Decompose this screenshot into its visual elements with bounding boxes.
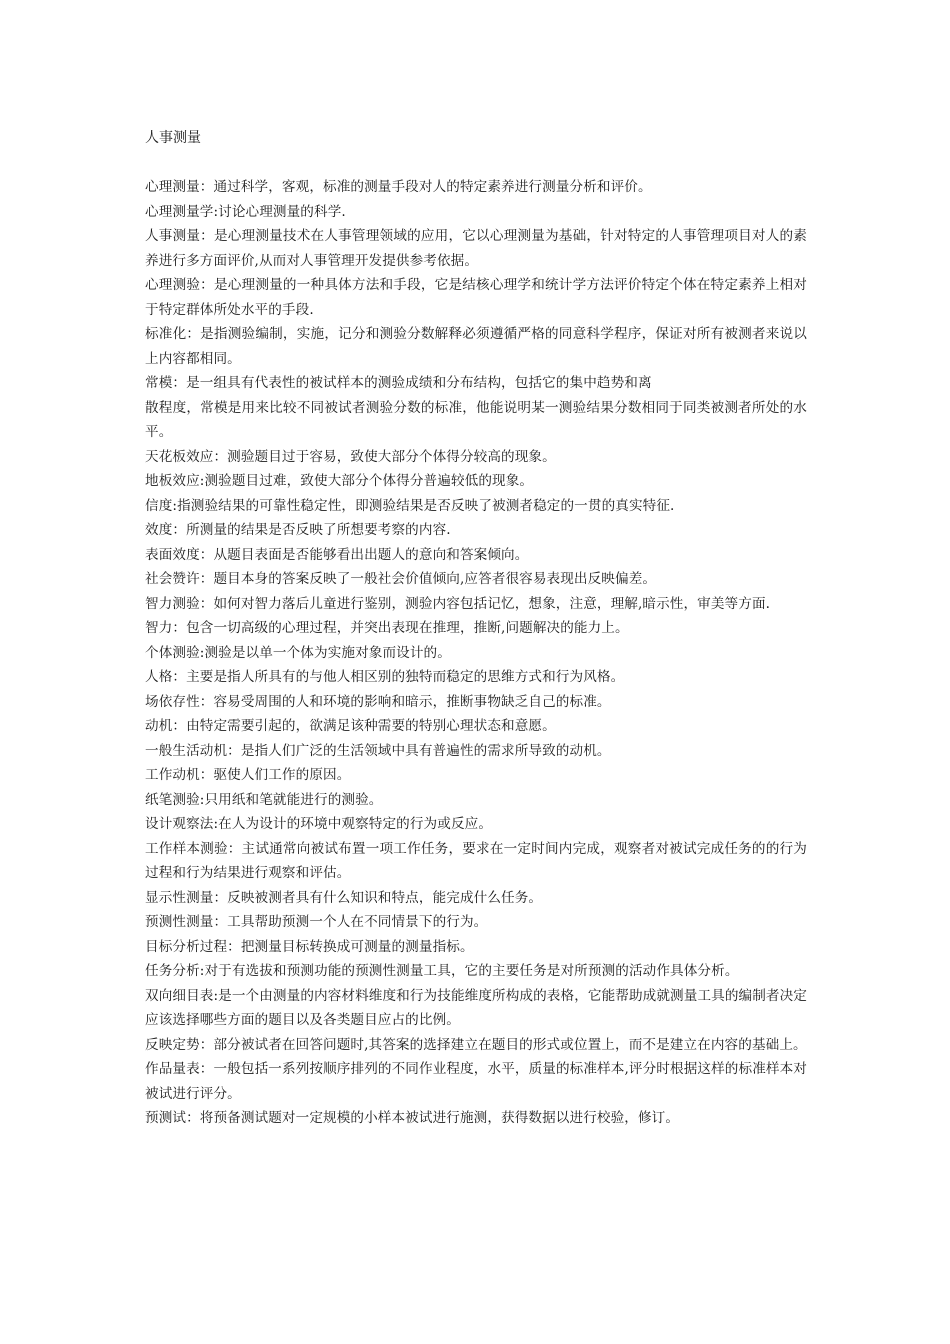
document-title: 人事测量 [145,130,201,146]
definition-paragraph: 人事测量：是心理测量技术在人事管理领域的应用，它以心理测量为基础，针对特定的人事管理项目对人的素养进行多方面评价,从而对人事管理开发提供参考依据。 [145,228,807,269]
definition-paragraph: 预测性测量：工具帮助预测一个人在不同情景下的行为。 [145,914,488,930]
definition-paragraph: 作品量表：一般包括一系列按顺序排列的不同作业程度，水平，质量的标准样本,评分时根据这样的标准样本对被试进行评分。 [145,1061,807,1102]
definition-paragraph: 动机：由特定需要引起的，欲满足该种需要的特别心理状态和意愿。 [145,718,556,734]
definition-paragraph: 工作样本测验：主试通常向被试布置一项工作任务，要求在一定时间内完成，观察者对被试完成任务的的行为过程和行为结果进行观察和评估。 [145,840,807,881]
definition-paragraph: 社会赞许：题目本身的答案反映了一般社会价值倾向,应答者很容易表现出反映偏差。 [145,571,657,587]
definition-paragraph: 一般生活动机：是指人们广泛的生活领域中具有普遍性的需求所导致的动机。 [145,742,611,759]
definition-paragraph: 心理测量：通过科学，客观，标准的测量手段对人的特定素养进行测量分析和评价。 [145,179,652,195]
definition-paragraph: 设计观察法:在人为设计的环境中观察特定的行为或反应。 [145,816,493,832]
definition-paragraph: 心理测验：是心理测量的一种具体方法和手段，它是结核心理学和统计学方法评价特定个体在特定素养上相对于特定群体所处水平的手段. [145,277,807,318]
definition-paragraph: 显示性测量：反映被测者具有什么知识和特点，能完成什么任务。 [145,889,543,906]
definition-paragraph: 效度：所测量的结果是否反映了所想要考察的内容. [145,522,451,538]
definition-paragraph: 工作动机：驱使人们工作的原因。 [145,767,351,783]
definition-paragraph: 预测试：将预备测试题对一定规模的小样本被试进行施测，获得数据以进行校验，修订。 [145,1110,680,1126]
document-page [145,127,807,1131]
definition-paragraph: 任务分析:对于有选拔和预测功能的预测性测量工具，它的主要任务是对所预测的活动作具体分析。 [145,963,739,979]
definition-paragraph: 表面效度：从题目表面是否能够看出出题人的意向和答案倾向。 [145,546,529,563]
definition-paragraph: 双向细目表:是一个由测量的内容材料维度和行为技能维度所构成的表格，它能帮助成就测量工具的编制者决定应该选择哪些方面的题目以及各类题目应占的比例。 [145,987,807,1028]
definition-paragraph: 天花板效应：测验题目过于容易，致使大部分个体得分较高的现象。 [145,448,556,465]
definition-paragraph: 智力测验：如何对智力落后儿童进行鉴别，测验内容包括记忆，想象，注意，理解,暗示性，审美等方面. [145,595,771,612]
definition-paragraph: 反映定势：部分被试者在回答问题时,其答案的选择建立在题目的形式或位置上，而不是建立在内容的基础上。 [145,1036,807,1053]
definition-paragraph: 地板效应:测验题目过难，致使大部分个体得分普遍较低的现象。 [145,473,534,489]
definition-paragraph: 信度:指测验结果的可靠性稳定性，即测验结果是否反映了被测者稳定的一贯的真实特征. [145,497,675,514]
definition-paragraph: 常模：是一组具有代表性的被试样本的测验成绩和分布结构，包括它的集中趋势和离 [145,375,652,391]
definition-paragraph: 场依存性：容易受周围的人和环境的影响和暗示，推断事物缺乏自己的标准。 [145,693,611,710]
definition-paragraph: 人格：主要是指人所具有的与他人相区别的独特而稳定的思维方式和行为风格。 [145,669,625,685]
definition-paragraph: 心理测量学:讨论心理测量的科学. [145,203,346,220]
definition-paragraph: 目标分析过程：把测量目标转换成可测量的测量指标。 [145,938,474,955]
definition-paragraph: 智力：包含一切高级的心理过程，并突出表现在推理，推断,问题解决的能力上。 [145,620,629,636]
definition-paragraph: 个体测验:测验是以单一个体为实施对象而设计的。 [145,644,451,661]
definition-paragraph: 散程度，常模是用来比较不同被试者测验分数的标准，他能说明某一测验结果分数相同于同类被测者所处的水平。 [145,399,807,440]
definition-list [145,175,807,1131]
definition-paragraph: 标准化：是指测验编制，实施，记分和测验分数解释必须遵循严格的同意科学程序，保证对所有被测者来说以上内容都相同。 [145,326,807,367]
definition-paragraph: 纸笔测验:只用纸和笔就能进行的测验。 [145,791,383,808]
